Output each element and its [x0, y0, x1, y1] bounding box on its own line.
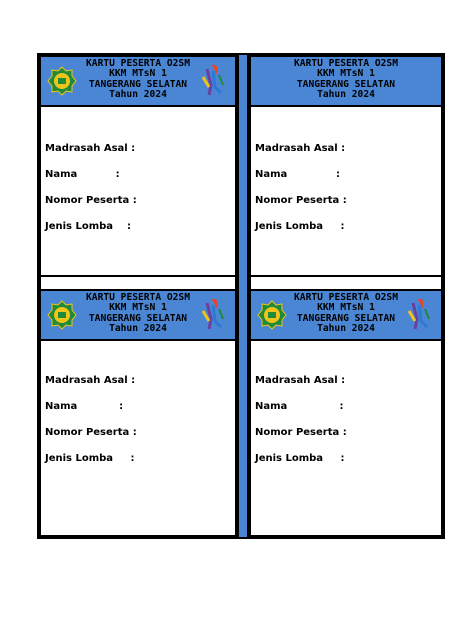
card-fields: [45, 143, 137, 247]
card-header: [41, 291, 235, 341]
card-title: KARTU PESERTA O2SM KKM MTsN 1 TANGERANG SELATAN Tahun 2024: [294, 58, 398, 101]
olympic-torch-icon: [403, 295, 433, 335]
olympic-torch-icon: [197, 295, 227, 335]
field-nama: Nama :: [255, 401, 344, 412]
olympic-torch-icon: [197, 61, 227, 101]
field-jenis-lomba: Jenis Lomba :: [45, 453, 135, 464]
field-jenis-lomba: Jenis Lomba :: [255, 453, 345, 464]
card-header: [251, 291, 441, 341]
card-fields: [255, 375, 347, 479]
card-header: [41, 57, 235, 107]
field-nama: Nama :: [45, 169, 120, 180]
participant-card-4: [249, 289, 443, 537]
card-title: KARTU PESERTA O2SM KKM MTsN 1 TANGERANG SELATAN Tahun 2024: [86, 292, 190, 335]
field-madrasah-asal: Madrasah Asal :: [255, 375, 346, 386]
participant-card-1: [39, 55, 237, 277]
field-nama: Nama :: [255, 169, 341, 180]
field-nama: Nama :: [45, 401, 124, 412]
card-title: KARTU PESERTA O2SM KKM MTsN 1 TANGERANG SELATAN Tahun 2024: [86, 58, 190, 101]
card-title: KARTU PESERTA O2SM KKM MTsN 1 TANGERANG SELATAN Tahun 2024: [294, 292, 398, 335]
field-jenis-lomba: Jenis Lomba :: [255, 221, 345, 232]
field-madrasah-asal: Madrasah Asal :: [45, 375, 136, 386]
field-nomor-peserta: Nomor Peserta :: [255, 195, 347, 206]
card-fields: [45, 375, 137, 479]
id-card-sheet: [37, 53, 445, 539]
center-divider: [237, 55, 249, 537]
participant-card-2: [249, 55, 443, 277]
participant-card-3: [39, 289, 237, 537]
field-nomor-peserta: Nomor Peserta :: [255, 427, 347, 438]
card-header: [251, 57, 441, 107]
field-nomor-peserta: Nomor Peserta :: [45, 427, 137, 438]
field-madrasah-asal: Madrasah Asal :: [255, 143, 346, 154]
field-madrasah-asal: Madrasah Asal :: [45, 143, 136, 154]
field-jenis-lomba: Jenis Lomba :: [45, 221, 131, 232]
card-fields: [255, 143, 347, 247]
field-nomor-peserta: Nomor Peserta :: [45, 195, 137, 206]
